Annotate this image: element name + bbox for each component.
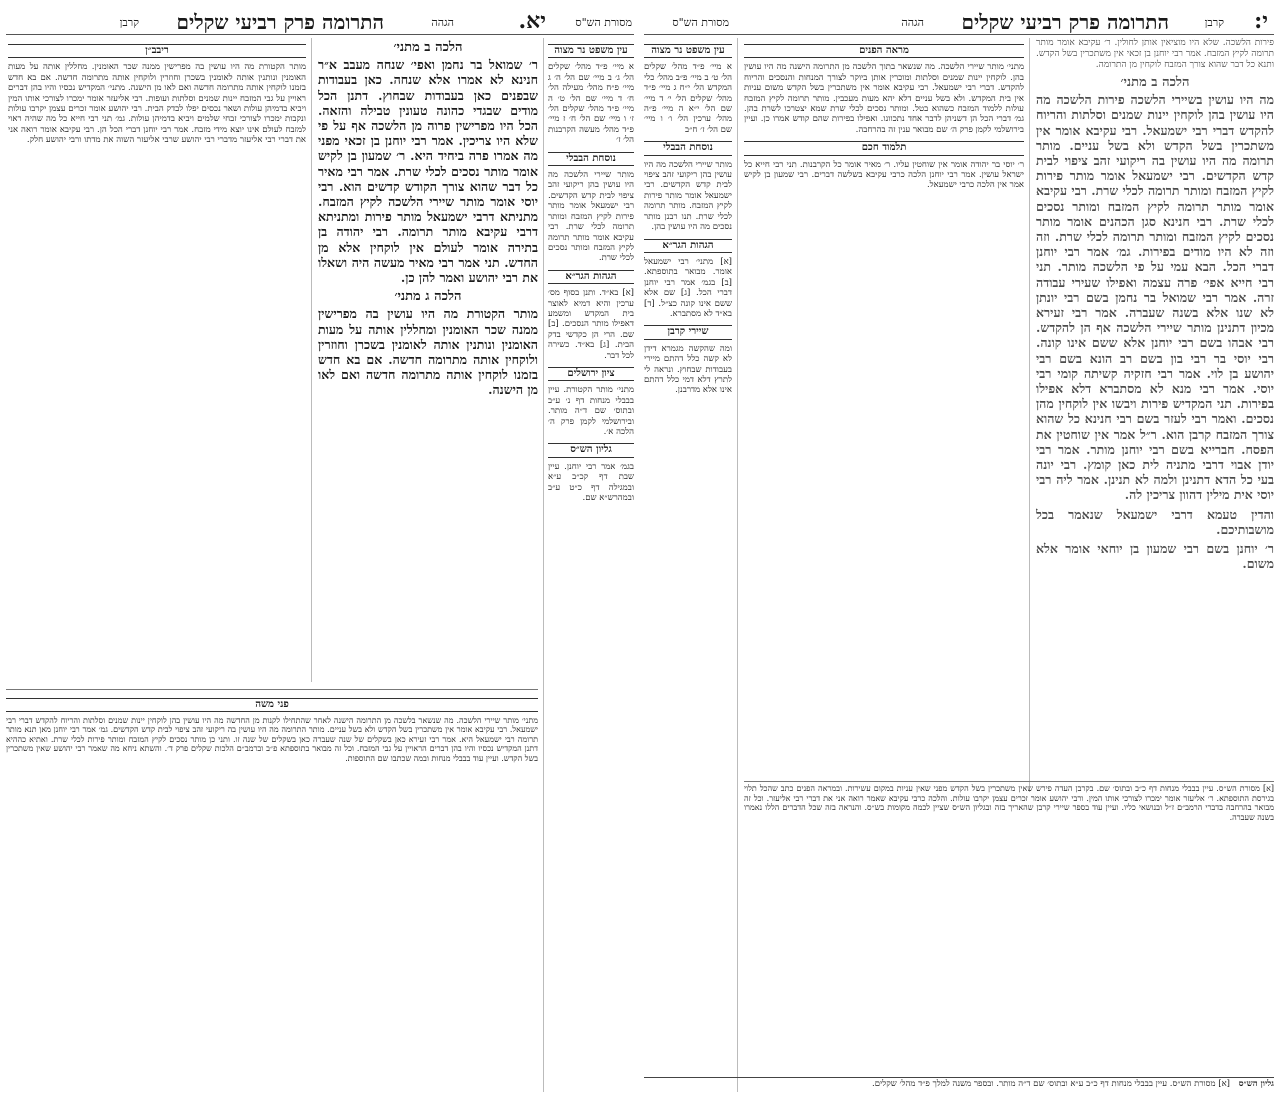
right-bottom-text: [א] מסורת הש״ס. עיין בבבלי מנחות דף כ״ב ובתוס׳ שם. בקרבן העדה פירש שאין משתכרין בשל הקדש מפני שאין עניות במקום עשירות. ובמראה הפנים כתב שהכל תלוי בגירסת התוספתא. ר׳ אליעזר אומר ימכרו לצורכי אותו המין. ורבי יהושע אומר זכרים עצמן יקרבו עולות. והלכה כרבי עקיבא שאמר רואה אני את דברי רבי אליעזר. וכל זה מבואר בהרחבה בדברי הרמב״ם ז״ל ובנושאי כליו. ועיין עוד בספר שיירי קרבן שהאריך בזה ובגליון הש״ס שציין לכמה מקומות בש״ס. והנראה בזה שכל הדברים הללו נאמרו בשנה שעברה. (744, 784, 1274, 822)
right-main-text-column (1036, 38, 1274, 792)
right-side-heading: הגהות הגר״א (644, 239, 732, 253)
left-side-text: מותר שיירי הלשכה מה היו עושין בהן ריקועי זהב ציפוי לבית קדש הקדשים. רבי ישמעאל אומר מותר פירות לקיץ המזבח ומותר תרומה לכלי שרת. רבי עקיבא אומר מותר תרומה לקיץ המזבח ומותר נסכים לכלי שרת. (548, 170, 634, 264)
right-side-notes-column (644, 38, 732, 1092)
left-page-number: יא. (518, 8, 546, 34)
left-bottom-text: מתני׳ מותר שיירי הלשכה. מה שנשאר בלשכה מן התרומה הישנה לאחר שהתחילו לקנות מן החדשה מה היו עושין בהן לוקחין יינות שמנים וסלתות והריוח להקדש דברי רבי ישמעאל. רבי עקיבא אומר אין משתכרין בשל הקדש ולא בשל עניים. מותר התרומה מה היו עושין בה ריקועי זהב ציפוי לבית קדש הקדשים. גמ׳ אמר רבי יוחנן מאן תנא מותר תרומה רבי ישמעאל היא. אמר רבי זעירא כאן בשקלים של שנה שעברה כאן בשקלים של שנה זו. ותני כן מותר נסכים לקיץ המזבח ומותר פירות לכלי שרת. ואתיא כההיא דתנן המקדיש נכסיו והיו בהן דברים הראויין על גבי המזבח. וכל זה מבואר בתוספתא פ״ב וברמב״ם הלכות שקלים פרק ד׳. והשתא ניחא מה שאמר רבי יהושע שאין משתכרין בשל הקדש. ועיין עוד בבבלי מנחות ובמה שכתבו שם התוספות. (6, 715, 538, 763)
right-commentary-column (744, 38, 1024, 792)
left-main-text-column (318, 38, 538, 682)
right-side-heading: עין משפט נר מצוה (644, 44, 732, 58)
left-side-text: א מיי׳ פ״ד מהל׳ שקלים הל׳ ג׳ ב מיי׳ שם הל׳ ה׳ ג מיי׳ פ״ח מהל׳ מעילה הל׳ ח׳ ד מיי׳ שם הל׳ ט׳ ה מיי׳ פ״ד מהל׳ שקלים הל׳ ז׳ ו מיי׳ שם הל׳ ח׳ ז מיי׳ פ״ד מהל׳ מעשה הקרבנות הל׳ ז׳ (548, 62, 634, 146)
right-side-heading: שיירי קרבן (644, 325, 732, 339)
right-main-text: מה היו עושין בשיירי הלשכה פירות הלשכה מה היו עושין בהן לוקחין יינות שמנים וסלתות והריוח להקדש דברי רבי ישמעאל. רבי עקיבא אומר אין משתכרין בשל הקדש ולא בשל עניים. מותר תרומה מה היו עושין בה ריקועי זהב ציפוי לבית קדש הקדשים. רבי ישמעאל אומר מותר פירות לקיץ המזבח ומותר תרומה לכלי שרת. רבי עקיבא אומר מותר תרומה לקיץ המזבח ומותר נסכים לכלי שרת. רבי חנינא סגן הכהנים אומר מותר נסכים לקיץ המזבח ומותר תרומה לכלי שרת. וזה וזה לא היו מודים בפירות. גמ׳ אמר רבי יוחנן דברי הכל. הבא עמי על פי הלשכה מותר. תני רבי חייא אפי׳ פרה עצמה ואפילו שעירי עבודה זרה. אמר רבי שמואל בר נחמן בשם רבי יונתן לא שנו אלא בשנה שעברה. אמר רבי זעירא מכיון דתנינן מותר שיירי הלשכה אף הן להקדש. רבי אבהו בשם רבי יוחנן אלא ששם אינו קונה. רבי יוסי בר רבי בון בשם רב הונא בשם רבי יהושע בן לוי. אמר רבי חזקיה קשיתה קומי רבי יוסי. אמר רבי מנא לא מסתברא דלא אפילו בפירות. תני המקדיש פירות ויבשו אין לוקחין מהן נסכים. ואמר רבי לעזר בשם רבי חנינא כל שהוא צורך המזבח קרבן הוא. ר״ל אמר אין שוחטין את הפסח. חברייא בשם רבי יוחנן מותר. אמר רבי יודן אבוי דרבי מתניה לית כאן קומץ. רבי יונה בעי כל הדא דתנינן ולמה לא תנינן. אמר ליה רבי יוסי אית מילין דהוון צריכין לה. (1036, 92, 1274, 503)
right-main-top-text: פירות הלשכה. שלא היו מוציאין אותן לחולין. ר׳ עקיבא אומר מותר תרומה לקיץ המזבח. אמר רבי יוחנן בן זכאי אין משתכרין בשל הקדש. ותנא כל דבר שהוא צורך המזבח לוקחין מן התרומה. (1036, 38, 1274, 70)
left-side-notes-column (548, 38, 634, 1092)
right-bottom-commentary (744, 781, 1274, 1074)
left-page-title: התרומה פרק רביעי שקלים (176, 10, 384, 34)
left-side-label: מסורת הש"ס (575, 16, 632, 29)
left-page (6, 8, 634, 1092)
column-divider (543, 38, 544, 1092)
right-annotation-label: הגהה (901, 16, 924, 29)
right-commentary-subtext: ר׳ יוסי בר יהודה אומר אין שוחטין עליו. ר׳ מאיר אומר כל הקרבנות. תני רבי חייא כל ישראל עושין. אמר רבי יוחנן הלכה כרבי עקיבא בשלשה דברים. רבי שמעון בן לקיש אמר אין הלכה כרבי ישמעאל. (744, 159, 1024, 191)
left-side-heading: עין משפט נר מצוה (548, 44, 634, 58)
right-commentary-label: קרבן (1204, 16, 1224, 29)
left-main-text: מותר הקטורת מה היו עושין בה מפרישין ממנה שכר האומנין ומחללין אותה על מעות האומנין ונותנין אותה לאומנין בשכרן וחוזרין ולוקחין אותה מתרומה חדשה. אם בא חדש בזמנו לוקחין אותה מתרומה חדשה ואם לאו מן הישנה. (318, 306, 538, 398)
left-commentary-label: קרבן (119, 16, 139, 29)
left-main-text: ר׳ שמואל בר נחמן ואפי׳ שנחה מעבב א״ר חנינא לא אמרו אלא שנחה. כאן בעבודות שבפנים כאן בעבודות שבחוץ. דתנן הכל מודים שבגדי כהונה טעונין טבילה והזאה. הכל היו מפרישין פרוה מן הלשכה אף על פי שלא היו צריכין. אמר רבי יוחנן בן זכאי מפני מה אמרו פרה ביחיד היא. ר׳ שמעון בן לקיש אומר מותר נסכים לכלי שרת. אמר רבי מאיר כל דבר שהוא צורך הקודש קדשים הוא. רבי יוסי אומר מותר שיירי הלשכה לקיץ המזבח. מתניתא דרבי ישמעאל מותר פירות ומתניתא דרבי עקיבא מותר תרומה. רבי יהודה בן בתירה אומר לעולם אין לוקחין אלא מן החדש. תני אמר רבי מאיר מעשה היה ושאלו את רבי יהושע ואמר להן כן. (318, 57, 538, 286)
right-side-text: א מיי׳ פ״ד מהל׳ שקלים הל׳ ט׳ ב מיי׳ פ״ב מהל׳ כלי המקדש הל׳ י״ח ג מיי׳ פ״ד מהל׳ שקלים הל׳ י׳ ד מיי׳ שם הל׳ י״א ה מיי׳ פ״ה מהל׳ ערכין הל׳ ו׳ ו מיי׳ שם הל׳ ז׳ ח״ב (644, 62, 732, 135)
left-side-text: בגמ׳ אמר רבי יוחנן. עיין שבת דף קכ״ב ע״א ובמגילה דף כ״ט ע״ב ובמהרש״א שם. (548, 461, 634, 504)
left-page-header (6, 8, 634, 35)
right-side-label: מסורת הש"ס (672, 16, 729, 29)
column-divider (1029, 38, 1030, 792)
right-page (644, 8, 1274, 1092)
left-side-heading: הגהות הגר״א (548, 270, 634, 284)
left-commentary-text: מותר הקטורת מה היו עושין בה מפרישין ממנה שכר האומנין. מחללין אותה על מעות האומנין ונותנין אותה לאומנין בשכרן וחוזרין ולוקחין אותה מתרומה חדשה. אם בא חדש בזמנו לוקחין אותה מתרומה חדשה ואם לאו מן הישנה. מתני׳ המקדיש נכסיו והיו בהן דברים ראויין על גבי המזבח יינות שמנים וסלתות ועופות. רבי אליעזר אומר ימכרו לצורכי אותו המין ויביא בדמיהן עולות ושאר נכסים יפלו לבדק הבית. רבי יהושע אומר זכרים עצמן יקרבו עולות ונקבות ימכרו לצורכי זבחי שלמים ויביא בדמיהן עולות. גמ׳ תני רבי חייא כל מה שהיה ראוי למזבח לעולם אינו יוצא מידי מזבח. אמר רבי יוחנן דברי הכל הן. רבי עקיבא אומר רואה אני את דברי רבי אליעזר מדברי רבי יהושע שרבי אליעזר השוה את מדתו ורבי יהושע חלק. (8, 62, 306, 146)
left-side-heading: ציון ירושלים (548, 367, 634, 381)
right-page-title: התרומה פרק רביעי שקלים (961, 10, 1169, 34)
right-footer-label: גליון הש״ס (1238, 1079, 1274, 1089)
right-footer-note (644, 1077, 1274, 1092)
left-commentary-heading: ריבב״ן (8, 44, 306, 58)
column-divider (311, 38, 312, 682)
right-folio-mark: י: (1254, 8, 1268, 34)
right-main-fade-line: והדין טעמא דרבי ישמעאל שנאמר בכל מושבותיכם. (1036, 506, 1274, 537)
left-side-heading: נוסחת הבבלי (548, 152, 634, 166)
left-annotation-label: הגהה (431, 16, 454, 29)
right-commentary-heading: מראה הפנים (744, 44, 1024, 58)
left-bottom-heading: פני משה (6, 698, 538, 712)
right-side-text: [א] מתני׳ רבי ישמעאל אומר. מבואר בתוספתא. [ב] בגמ׳ אמר רבי יוחנן דברי הכל. [ג] שם אלא ששם אינו קונה כצ״ל. [ד] בא״ד לא מסתברא. (644, 256, 732, 319)
right-page-header (644, 8, 1274, 35)
left-bottom-commentary (6, 689, 538, 1092)
right-commentary-subheading: תלמוד חכם (744, 141, 1024, 155)
left-side-heading: גליון הש״ס (548, 443, 634, 457)
left-halacha-marker: הלכה ג מתני׳ (394, 289, 462, 305)
left-commentary-column (8, 38, 306, 682)
right-main-fade-line: ר׳ יוחנן בשם רבי שמעון בן יוחאי אומר אלא משום. (1036, 541, 1274, 572)
right-side-text: ומה שהקשה מגמרא דידן לא קשה כלל דהתם מיירי בעבודות שבחוץ. ונראה לי לתרץ דלא דמי כלל דהתם אינו אלא מדרבנן. (644, 343, 732, 396)
right-footer-text: [א] מסורת הש״ס. עיין בבבלי מנחות דף כ״ב ע״א ובתוס׳ שם ד״ה מותר. ובספר משנה למלך פ״ד מהל׳ שקלים. (872, 1079, 1230, 1089)
right-side-text: מותר שיירי הלשכה מה היו עושין בהן ריקועי זהב ציפוי לבית קדש הקדשים. רבי ישמעאל אומר מותר פירות לקיץ המזבח. מותר תרומה לכלי שרת. תנו רבנן מותר נסכים מה היו עושין בהן. (644, 159, 732, 233)
right-side-heading: נוסחת הבבלי (644, 141, 732, 155)
left-halacha-marker: הלכה ב מתני׳ (393, 40, 463, 55)
right-commentary-text: מתני׳ מותר שיירי הלשכה. מה שנשאר בתוך הלשכה מן התרומה הישנה מה היו עושין בהן. לוקחין יינות שמנים וסלתות ומוכרין אותן ביוקר לצורך המנחות והנסכים והריוח להקדש. דברי רבי ישמעאל. רבי עקיבא אומר אין משתכרין בשל הקדש משום עניות אין בית המקדש. ולא בשל עניים דלא יהא מעות מעכבין. מותר תרומה לקיץ המזבח עולות ללמוד המזבח כשהוא בטל. ומותר נסכים לכלי שרת שמא יצטרכו לשרת בהן. גמ׳ דברי הכל הן דשניהן לדבר אחד נתכוונו. ואפילו בפירות שהם קודש אמרו כן. ועיין בירושלמי לקמן פרק ה׳ שם מבואר ענין זה בהרחבה. (744, 62, 1024, 135)
right-halacha-marker: הלכה ב מתני׳ (1120, 75, 1190, 90)
left-side-text: [א] בא״ד. ותנן בסוף מס׳ ערכין והיא דמיא לאוצר בית המקדש ומשמע דאפילו מותר הנסכים. [ב] שם. הרי הן כקדשי בדק הבית. [ג] בא״ד. כשירה לכל דבר. (548, 288, 634, 361)
left-side-text: מתני׳ מותר הקטורת. עיין בבבלי מנחות דף נ׳ ע״ב ובתוס׳ שם ד״ה מותר. ובירושלמי לקמן פרק ה׳ הלכה א׳. (548, 385, 634, 437)
column-divider (737, 38, 738, 1092)
